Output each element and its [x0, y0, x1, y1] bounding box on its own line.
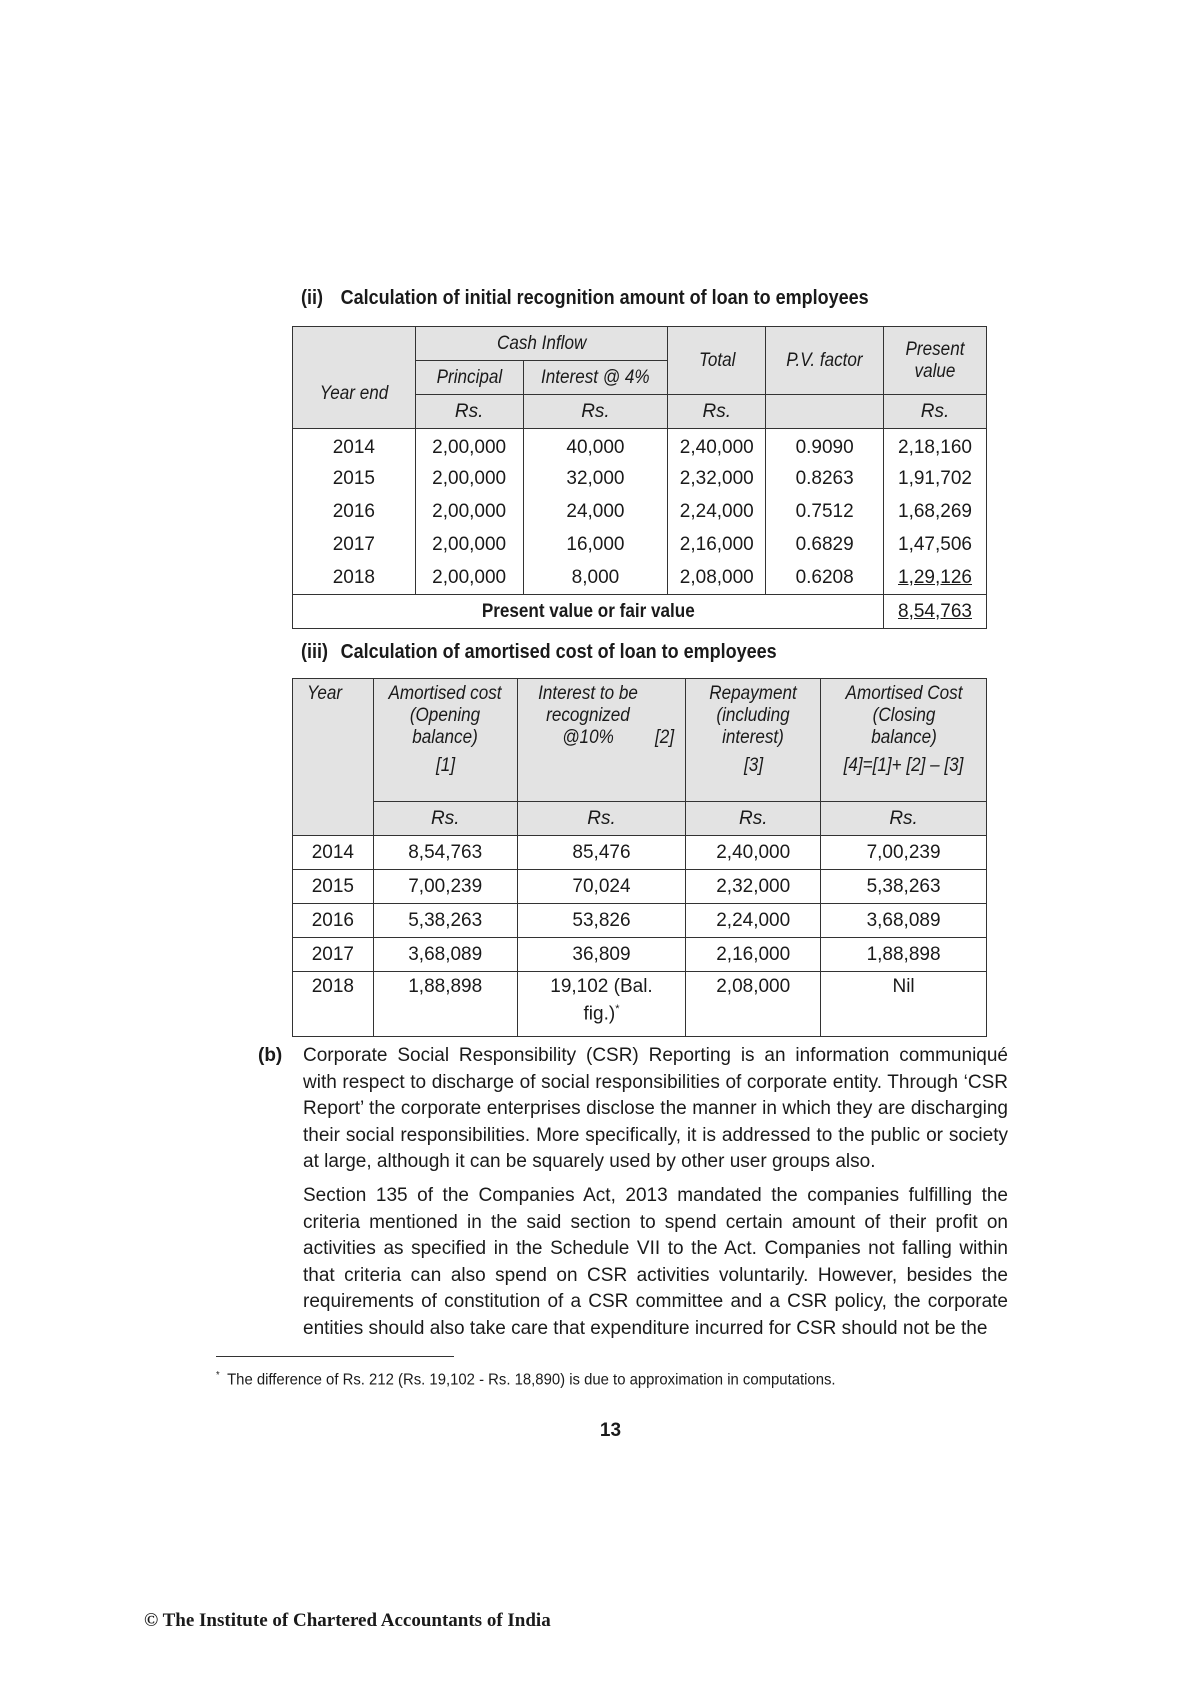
rs-unit: Rs.: [821, 802, 987, 836]
table-row: [293, 528, 987, 561]
present-value-header: Present value: [884, 327, 987, 395]
pv-factor-cell: 0.8263: [766, 462, 884, 495]
pv-factor-header: P.V. factor: [766, 327, 884, 395]
repayment-cell: 2,24,000: [686, 904, 821, 938]
rs-unit: Rs.: [415, 395, 523, 429]
interest-header: Interest @ 4%: [523, 361, 668, 395]
year-cell: 2018: [293, 561, 416, 595]
part-b-label: (b): [258, 1045, 283, 1066]
repayment-header: Repayment (including interest) [3]: [686, 679, 821, 802]
year-cell: 2018: [293, 972, 374, 1037]
total-value: 8,54,763: [884, 595, 987, 629]
principal-header: Principal: [415, 361, 523, 395]
rs-unit: Rs.: [668, 395, 766, 429]
interest-cell: 85,476: [517, 836, 686, 870]
year-cell: 2014: [293, 429, 416, 463]
repayment-cell: 2,40,000: [686, 836, 821, 870]
repayment-cell: 2,08,000: [686, 972, 821, 1037]
total-cell: 2,16,000: [668, 528, 766, 561]
closing-cell: 1,88,898: [821, 938, 987, 972]
interest-cell: 53,826: [517, 904, 686, 938]
principal-cell: 2,00,000: [415, 495, 523, 528]
section-iii-title-text: Calculation of amortised cost of loan to employees: [340, 641, 777, 663]
present-value-cell: 1,47,506: [884, 528, 987, 561]
year-end-header: Year end: [293, 361, 416, 429]
year-cell: 2014: [293, 836, 374, 870]
present-value-cell: 1,29,126: [884, 561, 987, 595]
year-cell: 2016: [293, 495, 416, 528]
rs-unit: Rs.: [884, 395, 987, 429]
total-cell: 2,40,000: [668, 429, 766, 463]
part-b-paragraph-1: Corporate Social Responsibility (CSR) Reporting is an information communiqué with respect to discharge of social responsibilities of corporate entity. Through ‘CSR Report’ the corporate enterprises disclose the manner in which they are discharging their social responsibilities. More specifically, it is addressed to the public or society at large, although it can be squarely used by other user groups also.: [303, 1045, 1008, 1172]
closing-cell: 3,68,089: [821, 904, 987, 938]
closing-cell: 5,38,263: [821, 870, 987, 904]
table-row: [293, 561, 987, 595]
footnote-text: The difference of Rs. 212 (Rs. 19,102 - Rs. 18,890) is due to approximation in computations.: [227, 1371, 836, 1389]
year-cell: 2015: [293, 462, 416, 495]
rs-unit: Rs.: [686, 802, 821, 836]
principal-cell: 2,00,000: [415, 528, 523, 561]
total-cell: 2,24,000: [668, 495, 766, 528]
table-row: [293, 462, 987, 495]
section-ii-number: (ii): [301, 287, 323, 309]
repayment-cell: 2,32,000: [686, 870, 821, 904]
opening-cell: 5,38,263: [373, 904, 517, 938]
total-row: [293, 595, 987, 629]
copyright-footer: © The Institute of Chartered Accountants of India: [144, 1610, 551, 1631]
part-b-paragraph-2: Section 135 of the Companies Act, 2013 mandated the companies fulfilling the criteria mentioned in the said section to spend certain amount of their profit on activities as specified in the Schedule VII to the Act. Companies not falling within that criteria can also spend on CSR activities voluntarily. However, besides the requirements of constitution of a CSR committee and a CSR policy, the corporate entities should also take care that expenditure incurred for CSR should not be the: [303, 1185, 1008, 1339]
opening-cell: 1,88,898: [373, 972, 517, 1037]
table-row: [293, 938, 987, 972]
closing-cell: Nil: [821, 972, 987, 1037]
closing-cell: 7,00,239: [821, 836, 987, 870]
closing-balance-header: Amortised Cost (Closing balance) [4]=[1]+ [2] – [3]: [821, 679, 987, 802]
pv-factor-cell: 0.7512: [766, 495, 884, 528]
year-header: Year: [293, 679, 374, 836]
footnote-marker: *: [615, 1003, 620, 1015]
footnote-mark: *: [216, 1370, 220, 1381]
rs-unit: Rs.: [523, 395, 668, 429]
footnote-divider: [216, 1356, 454, 1357]
interest-cell: 32,000: [523, 462, 668, 495]
pv-factor-cell: 0.6829: [766, 528, 884, 561]
table-row: [293, 836, 987, 870]
section-iii-number: (iii): [301, 641, 328, 663]
present-value-cell: 1,91,702: [884, 462, 987, 495]
total-cell: 2,32,000: [668, 462, 766, 495]
rs-unit: Rs.: [373, 802, 517, 836]
section-ii-title: [301, 287, 869, 310]
present-value-cell: 1,68,269: [884, 495, 987, 528]
table-row: [293, 495, 987, 528]
section-iii-title: [301, 641, 777, 664]
interest-cell: 70,024: [517, 870, 686, 904]
rs-unit: Rs.: [517, 802, 686, 836]
amortised-cost-table: [292, 678, 987, 1037]
corner-header-cell: [293, 327, 416, 361]
table-row: [293, 972, 987, 1037]
section-ii-title-text: Calculation of initial recognition amount of loan to employees: [340, 287, 869, 309]
principal-cell: 2,00,000: [415, 561, 523, 595]
total-cell: 2,08,000: [668, 561, 766, 595]
table-row: [293, 870, 987, 904]
cash-inflow-header: Cash Inflow: [415, 327, 668, 361]
year-cell: 2017: [293, 528, 416, 561]
principal-cell: 2,00,000: [415, 462, 523, 495]
year-cell: 2017: [293, 938, 374, 972]
empty-unit-cell: [766, 395, 884, 429]
interest-cell: 19,102 (Bal. fig.)*: [517, 972, 686, 1037]
principal-cell: 2,00,000: [415, 429, 523, 463]
initial-recognition-table: [292, 326, 987, 629]
interest-cell: 24,000: [523, 495, 668, 528]
year-cell: 2016: [293, 904, 374, 938]
page-number: 13: [599, 1420, 622, 1441]
table-row: [293, 429, 987, 463]
present-value-cell: 2,18,160: [884, 429, 987, 463]
interest-cell: 40,000: [523, 429, 668, 463]
opening-cell: 7,00,239: [373, 870, 517, 904]
opening-balance-header: Amortised cost (Opening balance) [1]: [373, 679, 517, 802]
interest-cell: 16,000: [523, 528, 668, 561]
opening-cell: 3,68,089: [373, 938, 517, 972]
pv-factor-cell: 0.9090: [766, 429, 884, 463]
pv-factor-cell: 0.6208: [766, 561, 884, 595]
total-header: Total: [668, 327, 766, 395]
repayment-cell: 2,16,000: [686, 938, 821, 972]
year-cell: 2015: [293, 870, 374, 904]
footnote: [216, 1370, 836, 1389]
interest-cell: 8,000: [523, 561, 668, 595]
opening-cell: 8,54,763: [373, 836, 517, 870]
interest-cell: 36,809: [517, 938, 686, 972]
interest-recognized-header: Interest to be recognized @10% [2]: [517, 679, 686, 802]
table-row: [293, 904, 987, 938]
total-label: Present value or fair value: [293, 595, 884, 629]
